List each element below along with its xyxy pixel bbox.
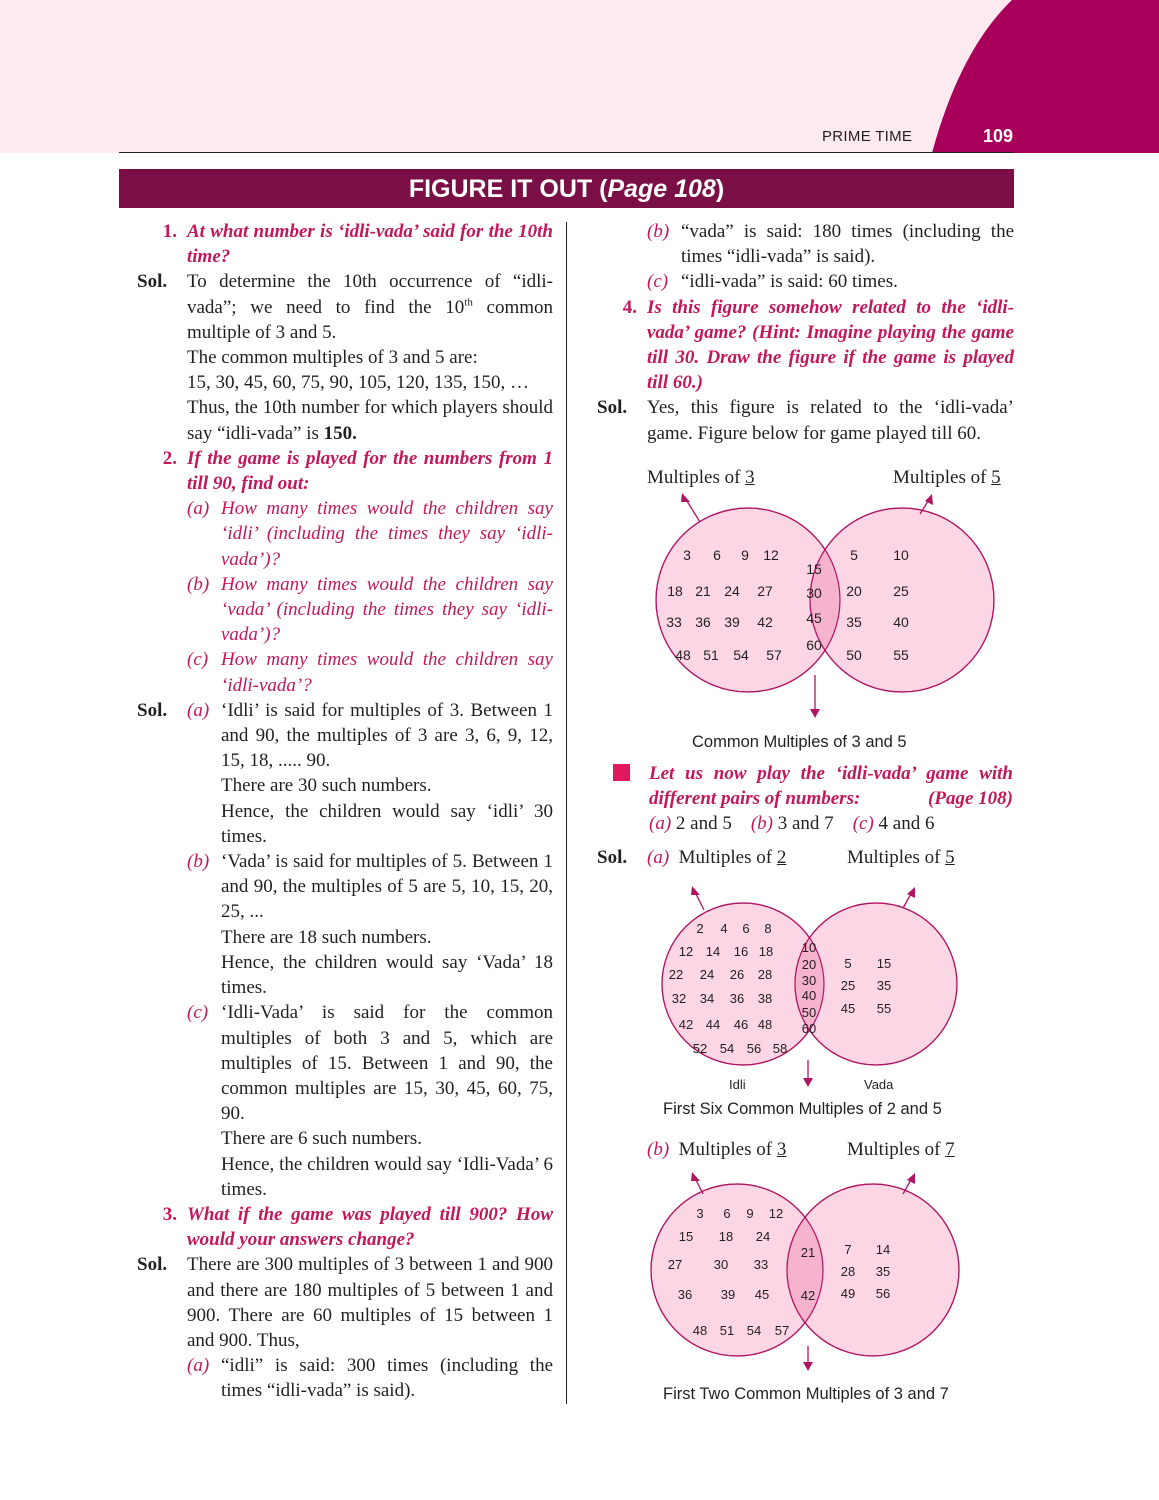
venn1-right-number: 5 (850, 547, 858, 563)
venn2-left-number: 46 (733, 1017, 749, 1032)
venn1-common-number: 60 (806, 637, 822, 653)
section-banner: FIGURE IT OUT (Page 108) (119, 169, 1014, 208)
question-text: At what number is ‘idli-vada’ said for the 10th time? (187, 221, 553, 268)
venn3-left-number: 9 (746, 1206, 754, 1221)
venn3-left-number: 27 (667, 1257, 683, 1272)
venn3-left-number: 33 (753, 1257, 769, 1272)
task-options: (a) 2 and 5 (b) 3 and 7 (c) 4 and 6 (649, 813, 935, 835)
venn2-titles: (a) Multiples of 2 Multiples of 5 (647, 847, 955, 868)
venn2-left-number: 32 (671, 991, 687, 1006)
venn1-left-number: 42 (757, 614, 773, 630)
venn2-left-number: 24 (699, 967, 715, 982)
venn1-left-number: 12 (763, 547, 779, 563)
question-3 (137, 1202, 553, 1252)
question-2 (137, 446, 553, 698)
venn2-common-number: 30 (801, 973, 817, 988)
venn1-left-number: 48 (675, 647, 691, 663)
venn2-common-number: 60 (801, 1021, 817, 1036)
venn2-common-number: 20 (801, 957, 817, 972)
venn1-left-title: Multiples of 3 (647, 467, 755, 488)
venn1-left-number: 21 (695, 583, 711, 599)
venn3-left-number: 18 (718, 1229, 734, 1244)
venn2-left-number: 36 (729, 991, 745, 1006)
solution-4 (597, 395, 1014, 445)
sol-label: Sol. (137, 271, 168, 293)
venn3-right-number: 28 (840, 1264, 856, 1279)
venn1-right-number: 55 (893, 647, 909, 663)
venn2-caption: First Six Common Multiples of 2 and 5 (663, 1100, 942, 1118)
venn2-left-number: 22 (668, 967, 684, 982)
venn3-left-number: 12 (768, 1206, 784, 1221)
venn2-left-number: 54 (719, 1041, 735, 1056)
solution-text: (a) ‘Idli’ is said for multiples of 3. Between 1 and 90, the multiples of 3 are 3, 6, 9, 12, 15, 18, ..... 90. There are 30 such numbers. Hence, the children would say ‘idli’ 30 times. (b) ‘Vada’ is said for multiples of 5. Between 1 and 90, the multiples of 5 are 5, 10, 15, 20, 25, ... There are 18 such numbers. Hence, the children would say ‘Vada’ 18 times. (c) ‘Idli-Vada’ is said for the common multiples of both 3 and 5, which are multiples of 15. Between 1 and 90, the common multiples are 15, 30, 45, 60, 75, 90. There are 6 such numbers. Hence, the children would say ‘Idli-Vada’ 6 times. (187, 699, 553, 1200)
running-title: PRIME TIME (822, 128, 913, 145)
venn3-left-number: 57 (774, 1323, 790, 1338)
venn3-left-number: 51 (719, 1323, 735, 1338)
venn3-common-number: 42 (800, 1288, 816, 1303)
venn1-left-number: 27 (757, 583, 773, 599)
venn2-left-number: 56 (746, 1041, 762, 1056)
venn1-left-number: 6 (713, 547, 721, 563)
venn1-common-number: 15 (806, 561, 822, 577)
venn1-left-number: 54 (733, 647, 749, 663)
venn2-left-number: 58 (772, 1041, 788, 1056)
venn-diagram-3-5 (640, 490, 1020, 730)
venn2-common-number: 10 (801, 940, 817, 955)
venn1-caption: Common Multiples of 3 and 5 (692, 733, 907, 751)
question-text: Is this figure somehow related to the ‘idli-vada’ game? (Hint: Imagine playing the game till 30. Draw the figure if the game is played till 60.) (647, 296, 1014, 394)
solution-1 (137, 269, 553, 445)
venn3-right-number: 49 (840, 1286, 856, 1301)
venn1-common-number: 45 (806, 610, 822, 626)
venn2-right-number: 5 (844, 956, 852, 971)
sol-label: Sol. (597, 847, 628, 868)
venn2-common-number: 50 (801, 1005, 817, 1020)
venn1-left-number: 33 (666, 614, 682, 630)
venn2-left-number: 14 (705, 944, 721, 959)
venn2-left-number: 16 (733, 944, 749, 959)
solution-2 (137, 698, 553, 1202)
venn1-right-number: 10 (893, 547, 909, 563)
venn2-right-number: 15 (876, 956, 892, 971)
solution-text: Yes, this figure is related to the ‘idli-vada’ game. Figure below for game played till 60. (647, 397, 1014, 444)
solution-text: There are 300 multiples of 3 between 1 and 900 and there are 180 multiples of 5 between 1 and 900. There are 60 multiples of 15 between 1 and 900. Thus, (a) “idli” is said: 300 times (including the times “idli-vada” is said). (187, 1254, 553, 1402)
solution-3 (137, 1252, 553, 1403)
venn1-left-number: 18 (667, 583, 683, 599)
venn3-left-number: 3 (696, 1206, 704, 1221)
venn3-right-number: 56 (875, 1286, 891, 1301)
venn2-left-number: 18 (758, 944, 774, 959)
venn2-left-number: 12 (678, 944, 694, 959)
venn2-left-number: 26 (729, 967, 745, 982)
venn1-left-number: 36 (695, 614, 711, 630)
venn1-left-number: 3 (683, 547, 691, 563)
venn2-left-number: 38 (757, 991, 773, 1006)
venn2-left-number: 52 (692, 1041, 708, 1056)
venn1-right-title: Multiples of 5 (893, 467, 1001, 488)
question-number: 1. (162, 221, 177, 242)
continued-answers: (b) “vada” is said: 180 times (including the times “idli-vada” is said). (c) “idli-vada” is said: 60 times. (647, 221, 1014, 293)
venn3-left-number: 39 (720, 1287, 736, 1302)
venn3-left-number: 48 (692, 1323, 708, 1338)
venn1-left-number: 51 (703, 647, 719, 663)
venn2-left-number: 42 (678, 1017, 694, 1032)
venn1-right-number: 35 (846, 614, 862, 630)
solution-5b: (b) Multiples of 3 Multiples of 7 (647, 1139, 955, 1160)
venn2-left-number: 28 (757, 967, 773, 982)
question-text: If the game is played for the numbers from 1 till 90, find out: (a) How many times would the children say ‘idli’ (including the times they say ‘idli-vada’)? (b) How many times would the children say ‘vada’ (including the times they say ‘idli-vada’)? (c) How many times would the children say ‘idli-vada’? (187, 447, 553, 696)
venn2-right-number: 55 (876, 1001, 892, 1016)
venn1-left-number: 9 (741, 547, 749, 563)
venn2-left-number: 6 (742, 921, 750, 936)
question-number: 2. (162, 447, 177, 469)
venn2-left-number: 4 (720, 921, 728, 936)
column-divider (566, 222, 567, 1404)
venn1-left-number: 24 (724, 583, 740, 599)
page-number: 109 (983, 126, 1014, 146)
right-column (597, 219, 1014, 446)
sol-label: Sol. (137, 1254, 168, 1276)
venn3-common-number: 21 (800, 1245, 816, 1260)
venn1-right-number: 25 (893, 583, 909, 599)
header-rule (119, 152, 1014, 153)
venn-diagram-3-7 (640, 1166, 1020, 1386)
sol-label: Sol. (137, 699, 168, 721)
venn2-left-label: Idli (729, 1077, 746, 1092)
task-prompt (613, 761, 1013, 837)
venn1-left-number: 57 (766, 647, 782, 663)
left-column (137, 219, 553, 1404)
solution-5 (597, 845, 1014, 870)
venn1-right-number: 40 (893, 614, 909, 630)
venn1-right-number: 50 (846, 647, 862, 663)
question-number: 3. (162, 1203, 177, 1225)
venn2-right-number: 45 (840, 1001, 856, 1016)
question-number: 4. (622, 296, 637, 318)
solution-text: To determine the 10th occurrence of “idli-vada”; we need to find the 10th common multiple of 3 and 5. The common multiples of 3 and 5 are: 15, 30, 45, 60, 75, 90, 105, 120, 135, 150, … Thus, the 10th number for which players should say “idli-vada” is 150. (187, 271, 553, 444)
venn3-left-number: 30 (713, 1257, 729, 1272)
venn1-common-number: 30 (806, 585, 822, 601)
venn3-left-number: 15 (678, 1229, 694, 1244)
venn2-right-number: 35 (876, 978, 892, 993)
question-1 (137, 219, 553, 269)
venn2-right-number: 25 (840, 978, 856, 993)
question-4 (597, 295, 1014, 396)
venn3-left-number: 45 (754, 1287, 770, 1302)
venn3-right-number: 7 (844, 1242, 852, 1257)
venn3-left-number: 24 (755, 1229, 771, 1244)
venn2-left-number: 48 (757, 1017, 773, 1032)
venn2-right-label: Vada (864, 1077, 894, 1092)
sol-label: Sol. (597, 397, 628, 419)
venn3-caption: First Two Common Multiples of 3 and 7 (663, 1385, 949, 1403)
venn3-left-number: 36 (677, 1287, 693, 1302)
venn2-left-number: 34 (699, 991, 715, 1006)
venn2-left-number: 2 (696, 921, 704, 936)
venn1-left-number: 39 (724, 614, 740, 630)
venn3-right-number: 14 (875, 1242, 891, 1257)
venn3-left-number: 54 (746, 1323, 762, 1338)
task-text: Let us now play the ‘idli-vada’ game with different pairs of numbers: (Page 108) (649, 763, 1013, 810)
venn2-common-number: 40 (801, 988, 817, 1003)
venn2-left-number: 44 (705, 1017, 721, 1032)
question-text: What if the game was played till 900? How would your answers change? (187, 1203, 553, 1251)
venn-diagram-2-5 (640, 880, 1020, 1100)
venn3-left-number: 6 (723, 1206, 731, 1221)
venn3-right-number: 35 (875, 1264, 891, 1279)
venn2-left-number: 8 (764, 921, 772, 936)
square-bullet-icon (613, 764, 630, 781)
venn1-right-number: 20 (846, 583, 862, 599)
